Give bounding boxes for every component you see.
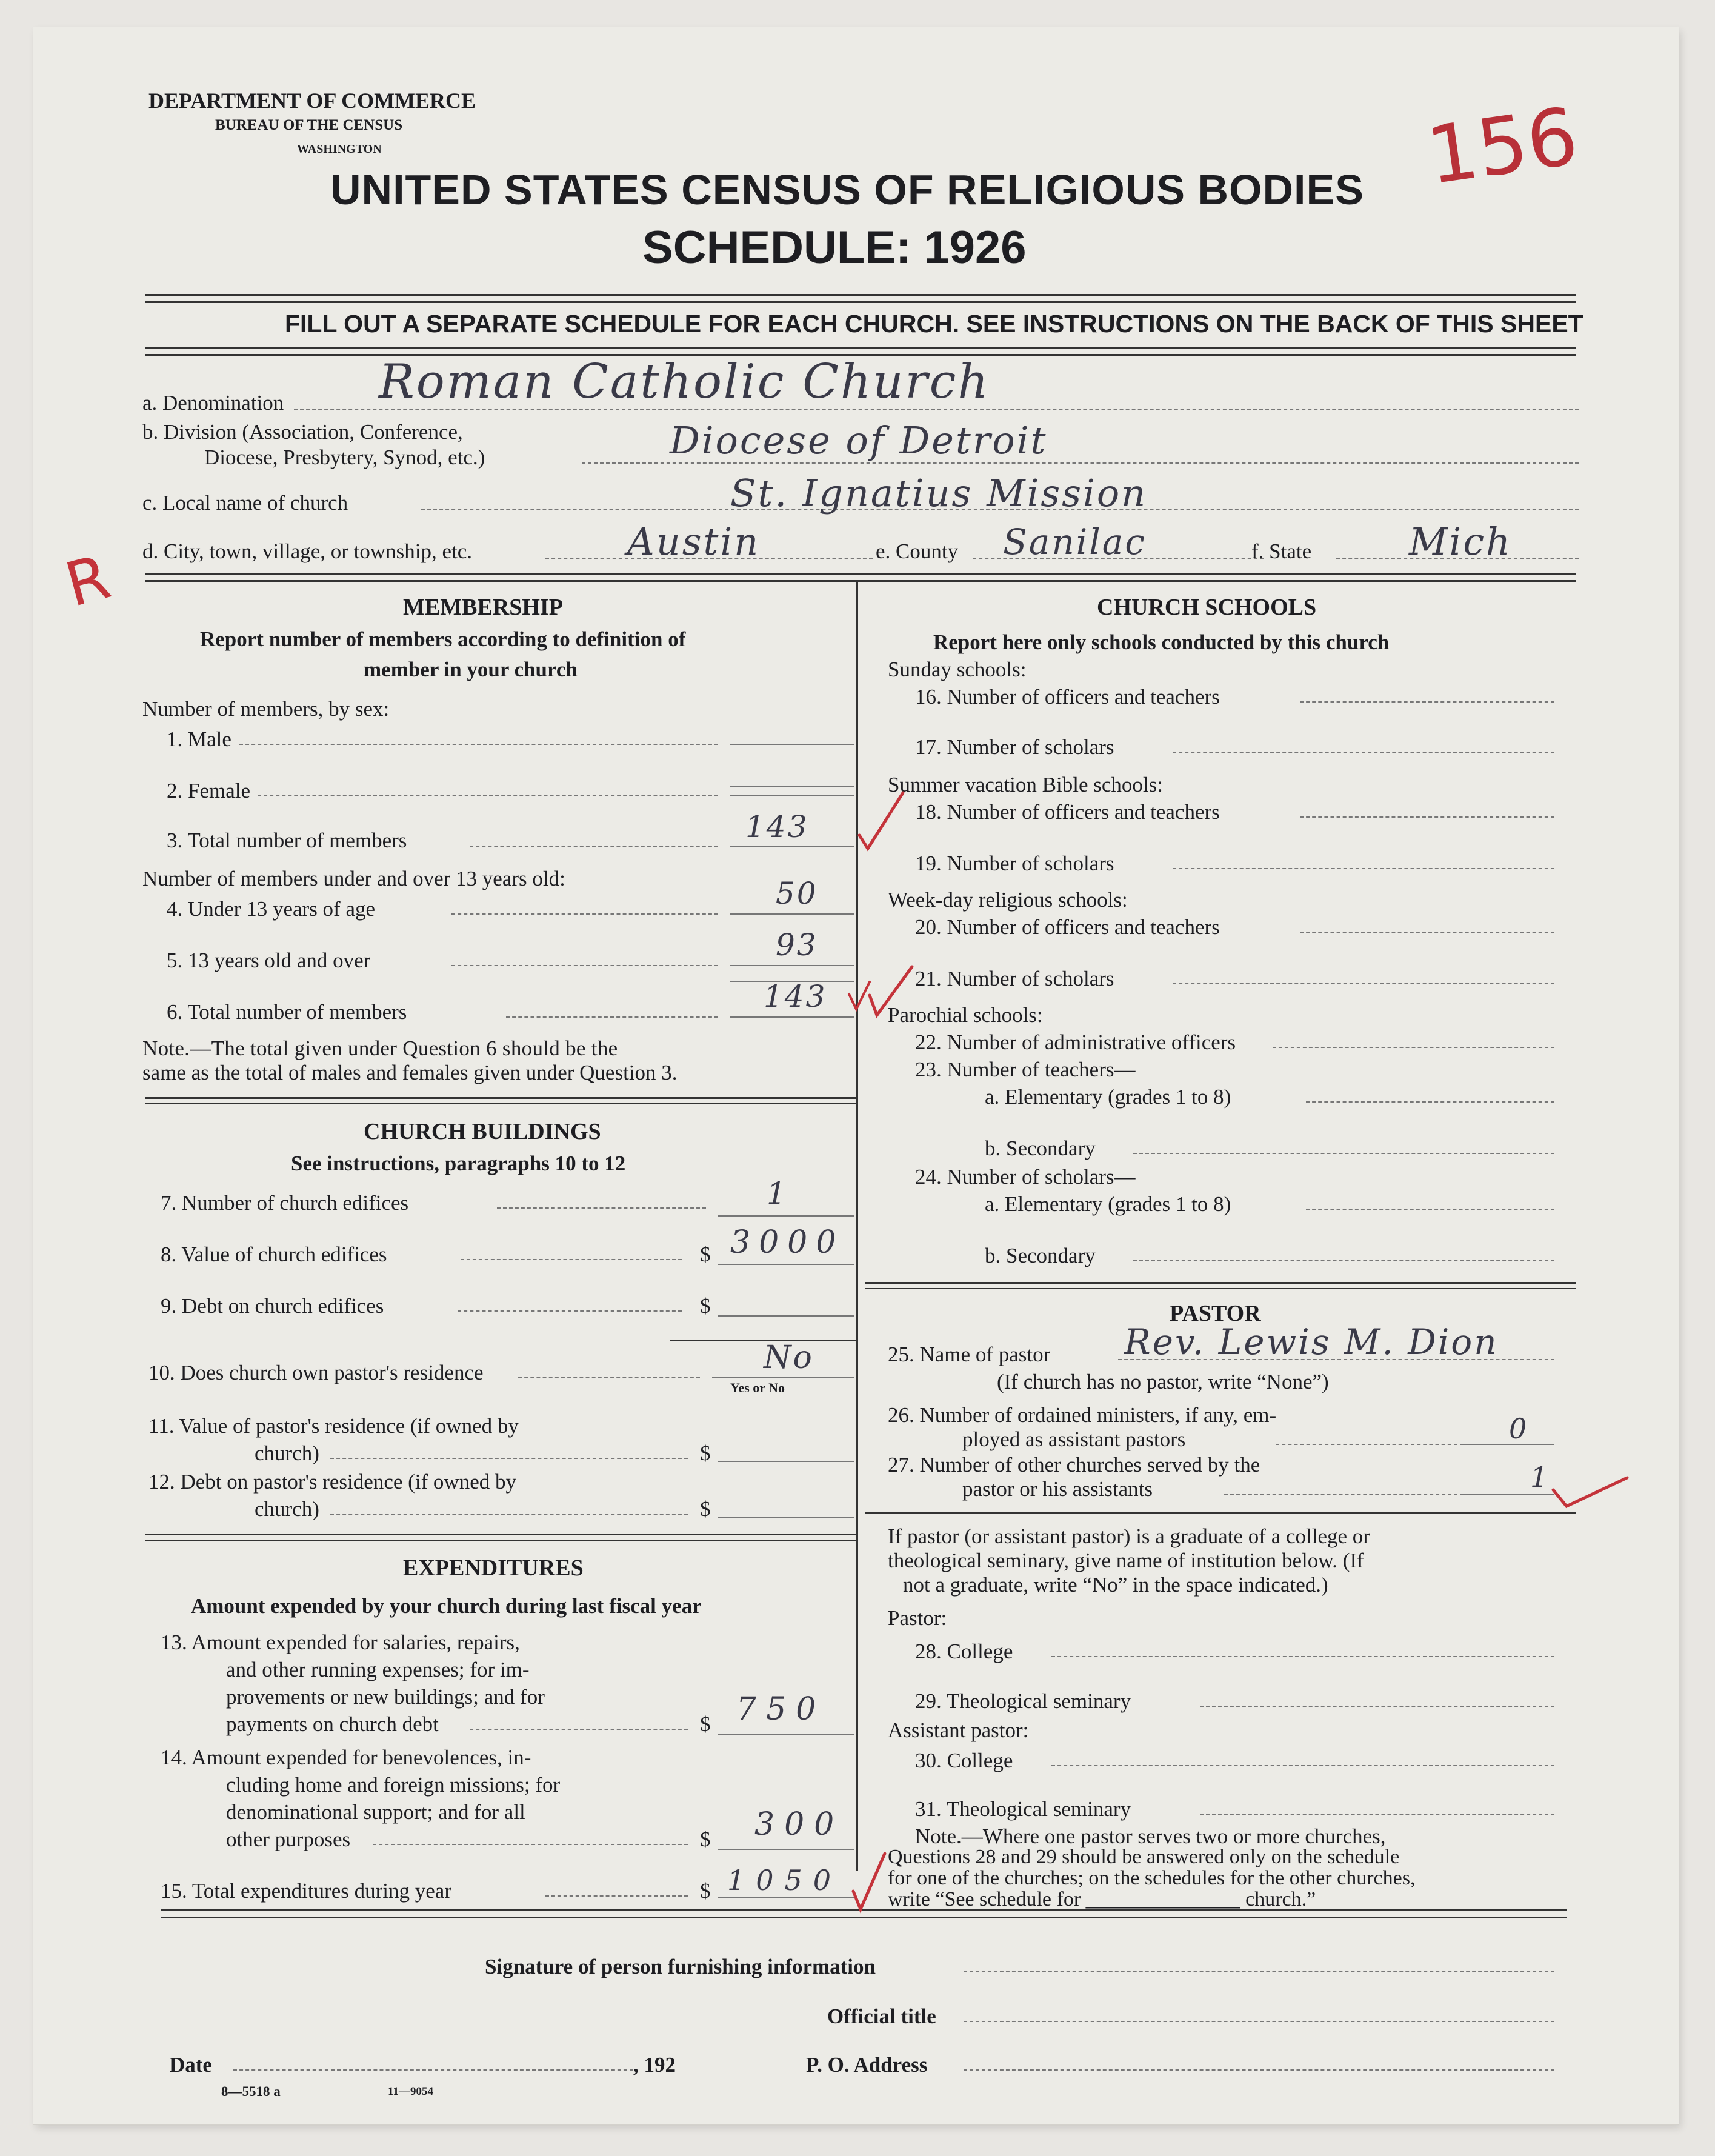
department-label: DEPARTMENT OF COMMERCE	[148, 88, 476, 113]
q16-field[interactable]	[1300, 701, 1554, 703]
margin-mark: R	[58, 541, 118, 621]
q18-field[interactable]	[1300, 816, 1554, 818]
q14-label-3: denominational support; and for all	[226, 1800, 525, 1824]
parochial-schools-label: Parochial schools:	[888, 1003, 1043, 1027]
q3-total-members-label: 3. Total number of members	[167, 829, 407, 852]
summer-schools-label: Summer vacation Bible schools:	[888, 773, 1163, 796]
q21-label: 21. Number of scholars	[915, 967, 1114, 990]
q14-benevolences-field[interactable]: 300	[754, 1806, 844, 1843]
q13-label-2: and other running expenses; for im-	[226, 1658, 530, 1681]
separate-schedule-instruction: FILL OUT A SEPARATE SCHEDULE FOR EACH CHURCH. SEE INSTRUCTIONS ON THE BACK OF THIS SHEET	[285, 310, 1583, 338]
q9-dollar-sign: $	[700, 1294, 711, 1318]
washington-label: WASHINGTON	[297, 142, 382, 156]
check-mark-icon	[845, 964, 918, 1024]
county-label: e. County	[876, 539, 959, 563]
q7-edifices-label: 7. Number of church edifices	[161, 1191, 409, 1215]
q8-edifice-value-field[interactable]: 3000	[730, 1224, 845, 1261]
q11-dollar-sign: $	[700, 1441, 711, 1465]
city-field[interactable]: Austin	[627, 519, 761, 564]
q13-label-1: 13. Amount expended for salaries, repairs,	[161, 1630, 520, 1654]
q25-pastor-name-field[interactable]: Rev. Lewis M. Dion	[1124, 1321, 1499, 1363]
q26-label-2: ployed as assistant pastors	[962, 1427, 1186, 1451]
q5-13-and-over-label: 5. 13 years old and over	[167, 949, 371, 972]
signature-field[interactable]	[964, 1971, 1554, 1972]
denomination-field[interactable]: Roman Catholic Church	[379, 355, 990, 409]
form-number: 8—5518 a	[221, 2084, 281, 2099]
q12-residence-debt-label-1: 12. Debt on pastor's residence (if owned by	[148, 1470, 516, 1494]
q9-edifice-debt-label: 9. Debt on church edifices	[161, 1294, 384, 1318]
print-number: 11—9054	[388, 2085, 433, 2098]
local-name-field[interactable]: St. Ignatius Mission	[730, 471, 1148, 515]
q8-edifice-value-label: 8. Value of church edifices	[161, 1243, 387, 1266]
q20-label: 20. Number of officers and teachers	[915, 915, 1220, 939]
q23a-field[interactable]	[1306, 1101, 1554, 1103]
q26-label-1: 26. Number of ordained ministers, if any, em-	[888, 1403, 1277, 1427]
q27-label-1: 27. Number of other churches served by the	[888, 1453, 1260, 1477]
q24a-label: a. Elementary (grades 1 to 8)	[985, 1192, 1231, 1216]
form-title: UNITED STATES CENSUS OF RELIGIOUS BODIES	[330, 166, 1364, 213]
q23b-label: b. Secondary	[985, 1136, 1096, 1160]
q29-seminary-field[interactable]	[1200, 1706, 1554, 1707]
q30-college-field[interactable]	[1051, 1765, 1554, 1766]
q23a-label: a. Elementary (grades 1 to 8)	[985, 1085, 1231, 1109]
date-label: Date	[170, 2053, 212, 2077]
date-field[interactable]	[233, 2069, 633, 2071]
q14-label-1: 14. Amount expended for benevolences, in-	[161, 1746, 531, 1769]
membership-note-1: Note.—The total given under Question 6 should be the	[142, 1036, 618, 1060]
q22-label: 22. Number of administrative officers	[915, 1030, 1236, 1054]
expenditures-subheading: Amount expended by your church during last fiscal year	[191, 1594, 702, 1618]
members-by-sex-label: Number of members, by sex:	[142, 697, 390, 721]
local-name-label: c. Local name of church	[142, 491, 348, 515]
q11-residence-value-label-1: 11. Value of pastor's residence (if owned by	[148, 1414, 519, 1438]
q12-dollar-sign: $	[700, 1497, 711, 1521]
q8-dollar-sign: $	[700, 1243, 711, 1266]
q10-hint: Yes or No	[730, 1380, 785, 1395]
q6-total-members-label: 6. Total number of members	[167, 1000, 407, 1024]
county-field[interactable]: Sanilac	[1003, 521, 1147, 562]
q23-label: 23. Number of teachers—	[915, 1058, 1136, 1081]
q2-female-field[interactable]	[730, 795, 854, 796]
check-mark-icon	[848, 1849, 891, 1915]
q1-male-field[interactable]	[730, 744, 854, 745]
q25-pastor-name-label: 25. Name of pastor	[888, 1343, 1051, 1366]
church-buildings-heading: CHURCH BUILDINGS	[364, 1119, 601, 1144]
q13-label-4: payments on church debt	[226, 1712, 439, 1736]
expenditures-heading: EXPENDITURES	[403, 1555, 584, 1581]
schedule-title: SCHEDULE: 1926	[642, 222, 1027, 273]
official-title-field[interactable]	[964, 2021, 1554, 2022]
q14-dollar-sign: $	[700, 1827, 711, 1851]
pastor-note-4: write “See schedule for _______________ church.”	[888, 1888, 1316, 1911]
q22-field[interactable]	[1273, 1047, 1554, 1048]
q25-hint: (If church has no pastor, write “None”)	[997, 1370, 1329, 1393]
census-schedule-sheet	[33, 27, 1679, 2124]
bureau-label: BUREAU OF THE CENSUS	[215, 117, 403, 133]
q13-label-3: provements or new buildings; and for	[226, 1685, 545, 1709]
q15-total-expenditures-field[interactable]: 1050	[727, 1864, 842, 1897]
q30-college-label: 30. College	[915, 1749, 1013, 1772]
q24b-field[interactable]	[1133, 1260, 1554, 1261]
q23b-field[interactable]	[1133, 1153, 1554, 1154]
division-label-1: b. Division (Association, Conference,	[142, 420, 463, 444]
graduate-instruction-1: If pastor (or assistant pastor) is a graduate of a college or	[888, 1524, 1370, 1548]
q21-field[interactable]	[1173, 983, 1554, 984]
graduate-instruction-3: not a graduate, write “No” in the space indicated.)	[903, 1573, 1328, 1597]
q24a-field[interactable]	[1306, 1209, 1554, 1210]
check-mark-icon	[854, 788, 909, 855]
q19-label: 19. Number of scholars	[915, 852, 1114, 875]
division-label-2: Diocese, Presbytery, Synod, etc.)	[204, 446, 485, 469]
weekday-schools-label: Week-day religious schools:	[888, 888, 1128, 912]
q28-college-field[interactable]	[1051, 1656, 1554, 1657]
church-schools-subheading: Report here only schools conducted by this church	[933, 630, 1390, 654]
year-label: , 192	[633, 2053, 676, 2077]
q3-total-members-field[interactable]: 143	[745, 809, 809, 844]
q12-residence-debt-label-2: church)	[255, 1497, 319, 1521]
denomination-label: a. Denomination	[142, 391, 284, 415]
graduate-instruction-2: theological seminary, give name of institution below. (If	[888, 1549, 1364, 1572]
members-by-age-label: Number of members under and over 13 years old:	[142, 867, 565, 890]
q10-owns-residence-field[interactable]: No	[764, 1340, 814, 1376]
q15-total-expenditures-label: 15. Total expenditures during year	[161, 1879, 451, 1903]
membership-subheading-1: Report number of members according to definition of	[200, 627, 686, 651]
q31-seminary-field[interactable]	[1200, 1814, 1554, 1815]
q6-total-members-field[interactable]: 143	[764, 979, 827, 1014]
q29-seminary-label: 29. Theological seminary	[915, 1689, 1131, 1713]
assistant-pastor-subheading: Assistant pastor:	[888, 1718, 1029, 1742]
q1-male-label: 1. Male	[167, 727, 231, 751]
pastor-subheading: Pastor:	[888, 1606, 947, 1630]
division-field[interactable]: Diocese of Detroit	[670, 418, 1048, 462]
q12-residence-debt-field[interactable]	[718, 1517, 854, 1518]
sunday-schools-label: Sunday schools:	[888, 658, 1027, 681]
q17-field[interactable]	[1173, 752, 1554, 753]
q28-college-label: 28. College	[915, 1640, 1013, 1663]
pastor-note-3: for one of the churches; on the schedules for the other churches,	[888, 1867, 1416, 1889]
check-mark-icon	[1548, 1473, 1633, 1515]
q27-label-2: pastor or his assistants	[962, 1477, 1153, 1501]
q10-owns-residence-label: 10. Does church own pastor's residence	[148, 1361, 484, 1384]
q5-13-and-over-field[interactable]: 93	[776, 927, 818, 963]
q13-dollar-sign: $	[700, 1712, 711, 1736]
official-title-label: Official title	[827, 2004, 936, 2028]
po-address-label: P. O. Address	[806, 2053, 928, 2077]
q11-residence-value-field[interactable]	[718, 1461, 854, 1462]
q9-edifice-debt-field[interactable]	[718, 1315, 854, 1317]
q24-label: 24. Number of scholars—	[915, 1165, 1136, 1189]
q4-under-13-field[interactable]: 50	[776, 876, 818, 911]
church-buildings-subheading: See instructions, paragraphs 10 to 12	[291, 1152, 626, 1175]
pastor-note-1: Note.—Where one pastor serves two or more churches,	[915, 1824, 1386, 1848]
q7-edifices-field[interactable]: 1	[767, 1176, 788, 1211]
church-schools-heading: CHURCH SCHOOLS	[1097, 595, 1317, 620]
state-field[interactable]: Mich	[1409, 519, 1512, 564]
state-label: f. State	[1251, 539, 1312, 563]
q2-female-label: 2. Female	[167, 779, 251, 803]
q24b-label: b. Secondary	[985, 1244, 1096, 1267]
q14-label-2: cluding home and foreign missions; for	[226, 1773, 561, 1797]
q27-other-churches-field[interactable]: 1	[1530, 1461, 1550, 1494]
pastor-note-2: Questions 28 and 29 should be answered only on the schedule	[888, 1846, 1400, 1868]
membership-heading: MEMBERSHIP	[403, 595, 563, 620]
q26-assistant-pastors-field[interactable]: 0	[1509, 1412, 1529, 1445]
q15-dollar-sign: $	[700, 1879, 711, 1903]
q17-label: 17. Number of scholars	[915, 735, 1114, 759]
q14-label-4: other purposes	[226, 1827, 351, 1851]
membership-note-2: same as the total of males and females given under Question 3.	[142, 1061, 678, 1084]
signature-label: Signature of person furnishing information	[485, 1955, 876, 1978]
q18-label: 18. Number of officers and teachers	[915, 800, 1220, 824]
pastor-heading: PASTOR	[1170, 1301, 1261, 1326]
po-address-field[interactable]	[964, 2069, 1554, 2071]
q13-expenses-field[interactable]: 750	[736, 1691, 826, 1727]
q11-residence-value-label-2: church)	[255, 1441, 319, 1465]
membership-subheading-2: member in your church	[364, 658, 578, 681]
page-number-annotation: 156	[1421, 90, 1583, 202]
q31-seminary-label: 31. Theological seminary	[915, 1797, 1131, 1821]
q4-under-13-label: 4. Under 13 years of age	[167, 897, 376, 921]
q16-label: 16. Number of officers and teachers	[915, 685, 1220, 709]
q20-field[interactable]	[1300, 932, 1554, 933]
city-label: d. City, town, village, or township, etc.	[142, 539, 473, 563]
q19-field[interactable]	[1173, 868, 1554, 869]
